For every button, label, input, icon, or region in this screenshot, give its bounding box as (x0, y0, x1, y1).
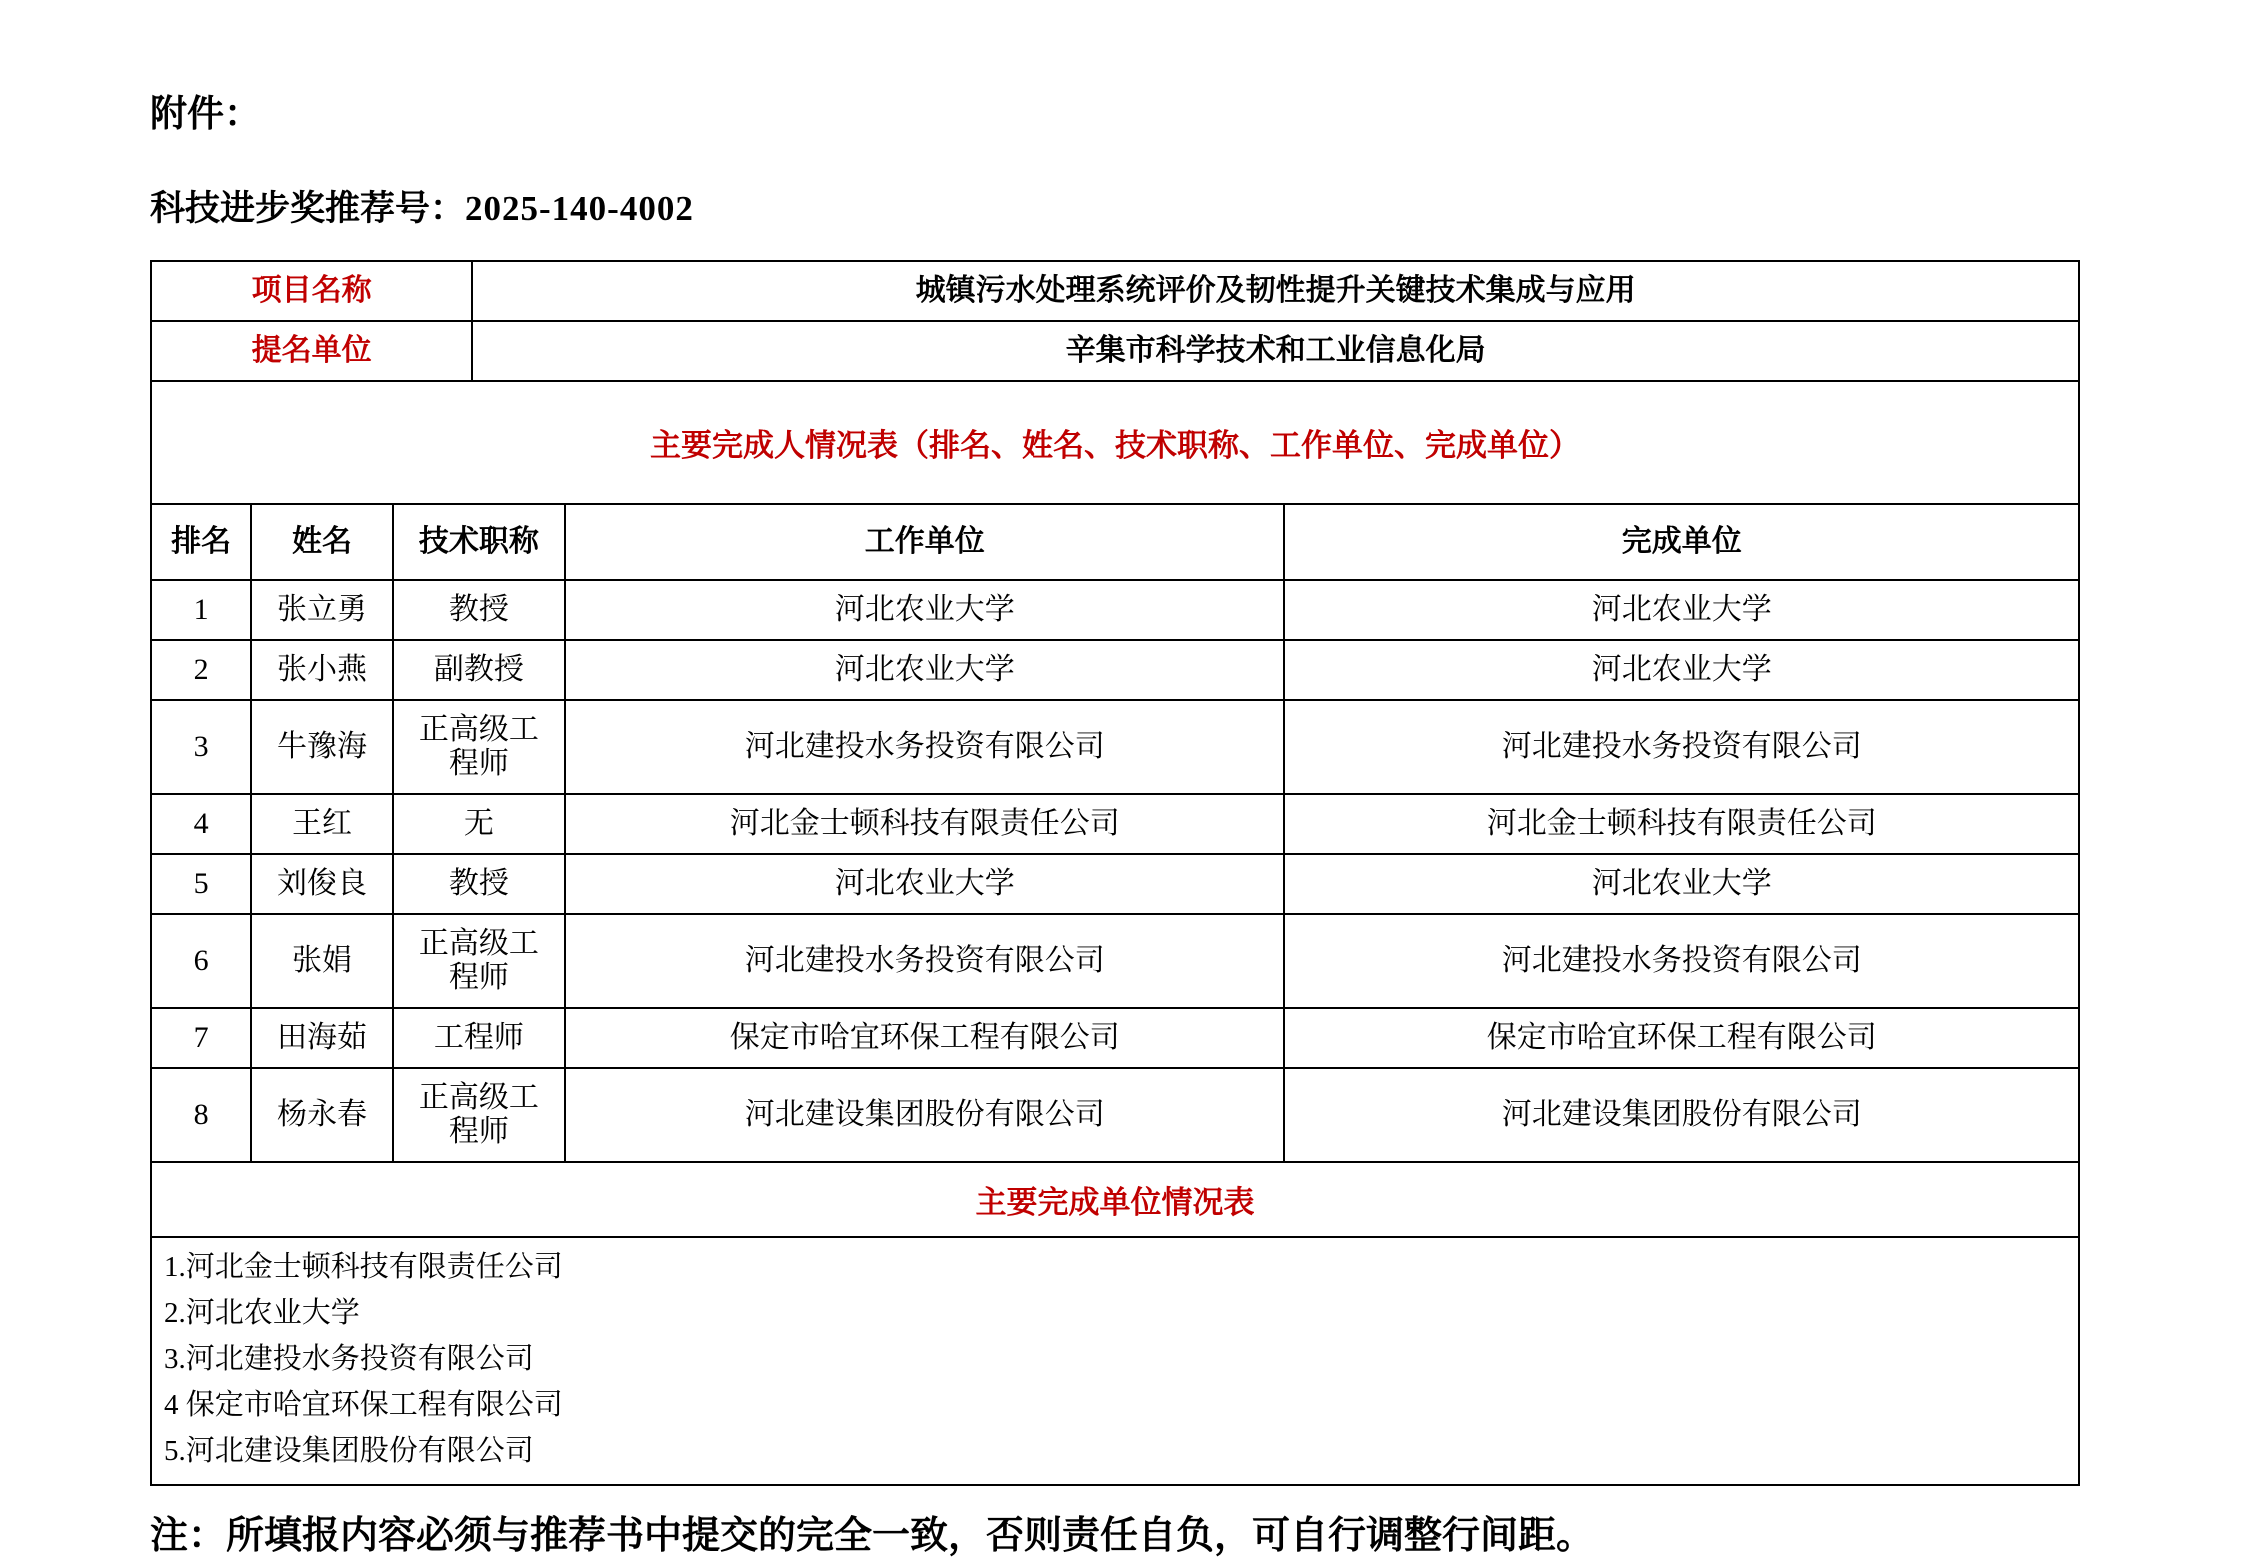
completer-row (152, 580, 2078, 640)
cell-name: 张娟 (251, 914, 393, 1008)
cell-rank: 8 (152, 1068, 251, 1161)
cell-completion-unit: 河北金士顿科技有限责任公司 (1284, 794, 2078, 854)
cell-name: 张小燕 (251, 640, 393, 700)
cell-name: 牛豫海 (251, 700, 393, 794)
unit-item: 3.河北建投水务投资有限公司 (164, 1343, 534, 1375)
recommendation-line (150, 188, 2080, 230)
completers-column-header: 工作单位 (565, 505, 1284, 580)
cell-name: 刘俊良 (251, 854, 393, 914)
info-row-value: 辛集市科学技术和工业信息化局 (472, 321, 2078, 380)
cell-completion-unit: 河北建投水务投资有限公司 (1284, 914, 2078, 1008)
units-table-title: 主要完成单位情况表 (152, 1161, 2078, 1236)
completer-row (152, 914, 2078, 1008)
completer-row (152, 794, 2078, 854)
completers-section (152, 503, 2078, 1161)
cell-completion-unit: 河北建设集团股份有限公司 (1284, 1068, 2078, 1161)
cell-rank: 2 (152, 640, 251, 700)
recommendation-number: 2025-140-4002 (465, 189, 694, 228)
completers-header-row (152, 505, 2078, 580)
info-row (152, 262, 2078, 321)
cell-tech-title: 正高级工程师 (393, 700, 565, 794)
cell-tech-title: 工程师 (393, 1008, 565, 1068)
cell-name: 杨永春 (251, 1068, 393, 1161)
unit-item: 4 保定市哈宜环保工程有限公司 (164, 1389, 563, 1421)
cell-name: 张立勇 (251, 580, 393, 640)
attachment-heading: 附件： (150, 92, 261, 135)
cell-name: 王红 (251, 794, 393, 854)
cell-tech-title: 副教授 (393, 640, 565, 700)
cell-name: 田海茹 (251, 1008, 393, 1068)
cell-rank: 7 (152, 1008, 251, 1068)
cell-rank: 4 (152, 794, 251, 854)
cell-tech-title: 教授 (393, 854, 565, 914)
recommendation-label: 科技进步奖推荐号： (150, 189, 466, 228)
info-row (152, 321, 2078, 380)
cell-work-unit: 保定市哈宜环保工程有限公司 (565, 1008, 1284, 1068)
cell-completion-unit: 河北农业大学 (1284, 854, 2078, 914)
cell-work-unit: 河北建投水务投资有限公司 (565, 700, 1284, 794)
footer-note: 注：所填报内容必须与推荐书中提交的完全一致，否则责任自负，可自行调整行间距。 (150, 1515, 1595, 1557)
document-content (150, 92, 2080, 1560)
cell-completion-unit: 河北建投水务投资有限公司 (1284, 700, 2078, 794)
info-row-value: 城镇污水处理系统评价及韧性提升关键技术集成与应用 (472, 262, 2078, 321)
completer-row (152, 640, 2078, 700)
completers-column-header: 完成单位 (1284, 505, 2078, 580)
cell-work-unit: 河北建设集团股份有限公司 (565, 1068, 1284, 1161)
info-row-label: 提名单位 (152, 321, 472, 380)
cell-tech-title: 教授 (393, 580, 565, 640)
unit-item: 1.河北金士顿科技有限责任公司 (164, 1251, 563, 1283)
cell-work-unit: 河北农业大学 (565, 854, 1284, 914)
cell-rank: 6 (152, 914, 251, 1008)
cell-rank: 5 (152, 854, 251, 914)
completers-column-header: 姓名 (251, 505, 393, 580)
completer-row (152, 700, 2078, 794)
cell-rank: 3 (152, 700, 251, 794)
cell-work-unit: 河北农业大学 (565, 640, 1284, 700)
cell-work-unit: 河北农业大学 (565, 580, 1284, 640)
completer-row (152, 1008, 2078, 1068)
unit-item: 5.河北建设集团股份有限公司 (164, 1435, 534, 1467)
cell-work-unit: 河北金士顿科技有限责任公司 (565, 794, 1284, 854)
project-info-section (152, 262, 2078, 380)
completers-column-header: 排名 (152, 505, 251, 580)
cell-completion-unit: 河北农业大学 (1284, 640, 2078, 700)
completer-row (152, 1068, 2078, 1161)
completers-table-title: 主要完成人情况表（排名、姓名、技术职称、工作单位、完成单位） (152, 380, 2078, 503)
cell-tech-title: 无 (393, 794, 565, 854)
award-form-table (150, 260, 2080, 1486)
units-list (152, 1236, 2078, 1484)
info-row-label: 项目名称 (152, 262, 472, 321)
project-info-table (152, 262, 2078, 380)
unit-item: 2.河北农业大学 (164, 1297, 360, 1329)
completers-column-header: 技术职称 (393, 505, 565, 580)
cell-completion-unit: 保定市哈宜环保工程有限公司 (1284, 1008, 2078, 1068)
completer-row (152, 854, 2078, 914)
completers-table (152, 505, 2078, 1161)
cell-work-unit: 河北建投水务投资有限公司 (565, 914, 1284, 1008)
cell-tech-title: 正高级工程师 (393, 914, 565, 1008)
cell-rank: 1 (152, 580, 251, 640)
cell-completion-unit: 河北农业大学 (1284, 580, 2078, 640)
cell-tech-title: 正高级工程师 (393, 1068, 565, 1161)
